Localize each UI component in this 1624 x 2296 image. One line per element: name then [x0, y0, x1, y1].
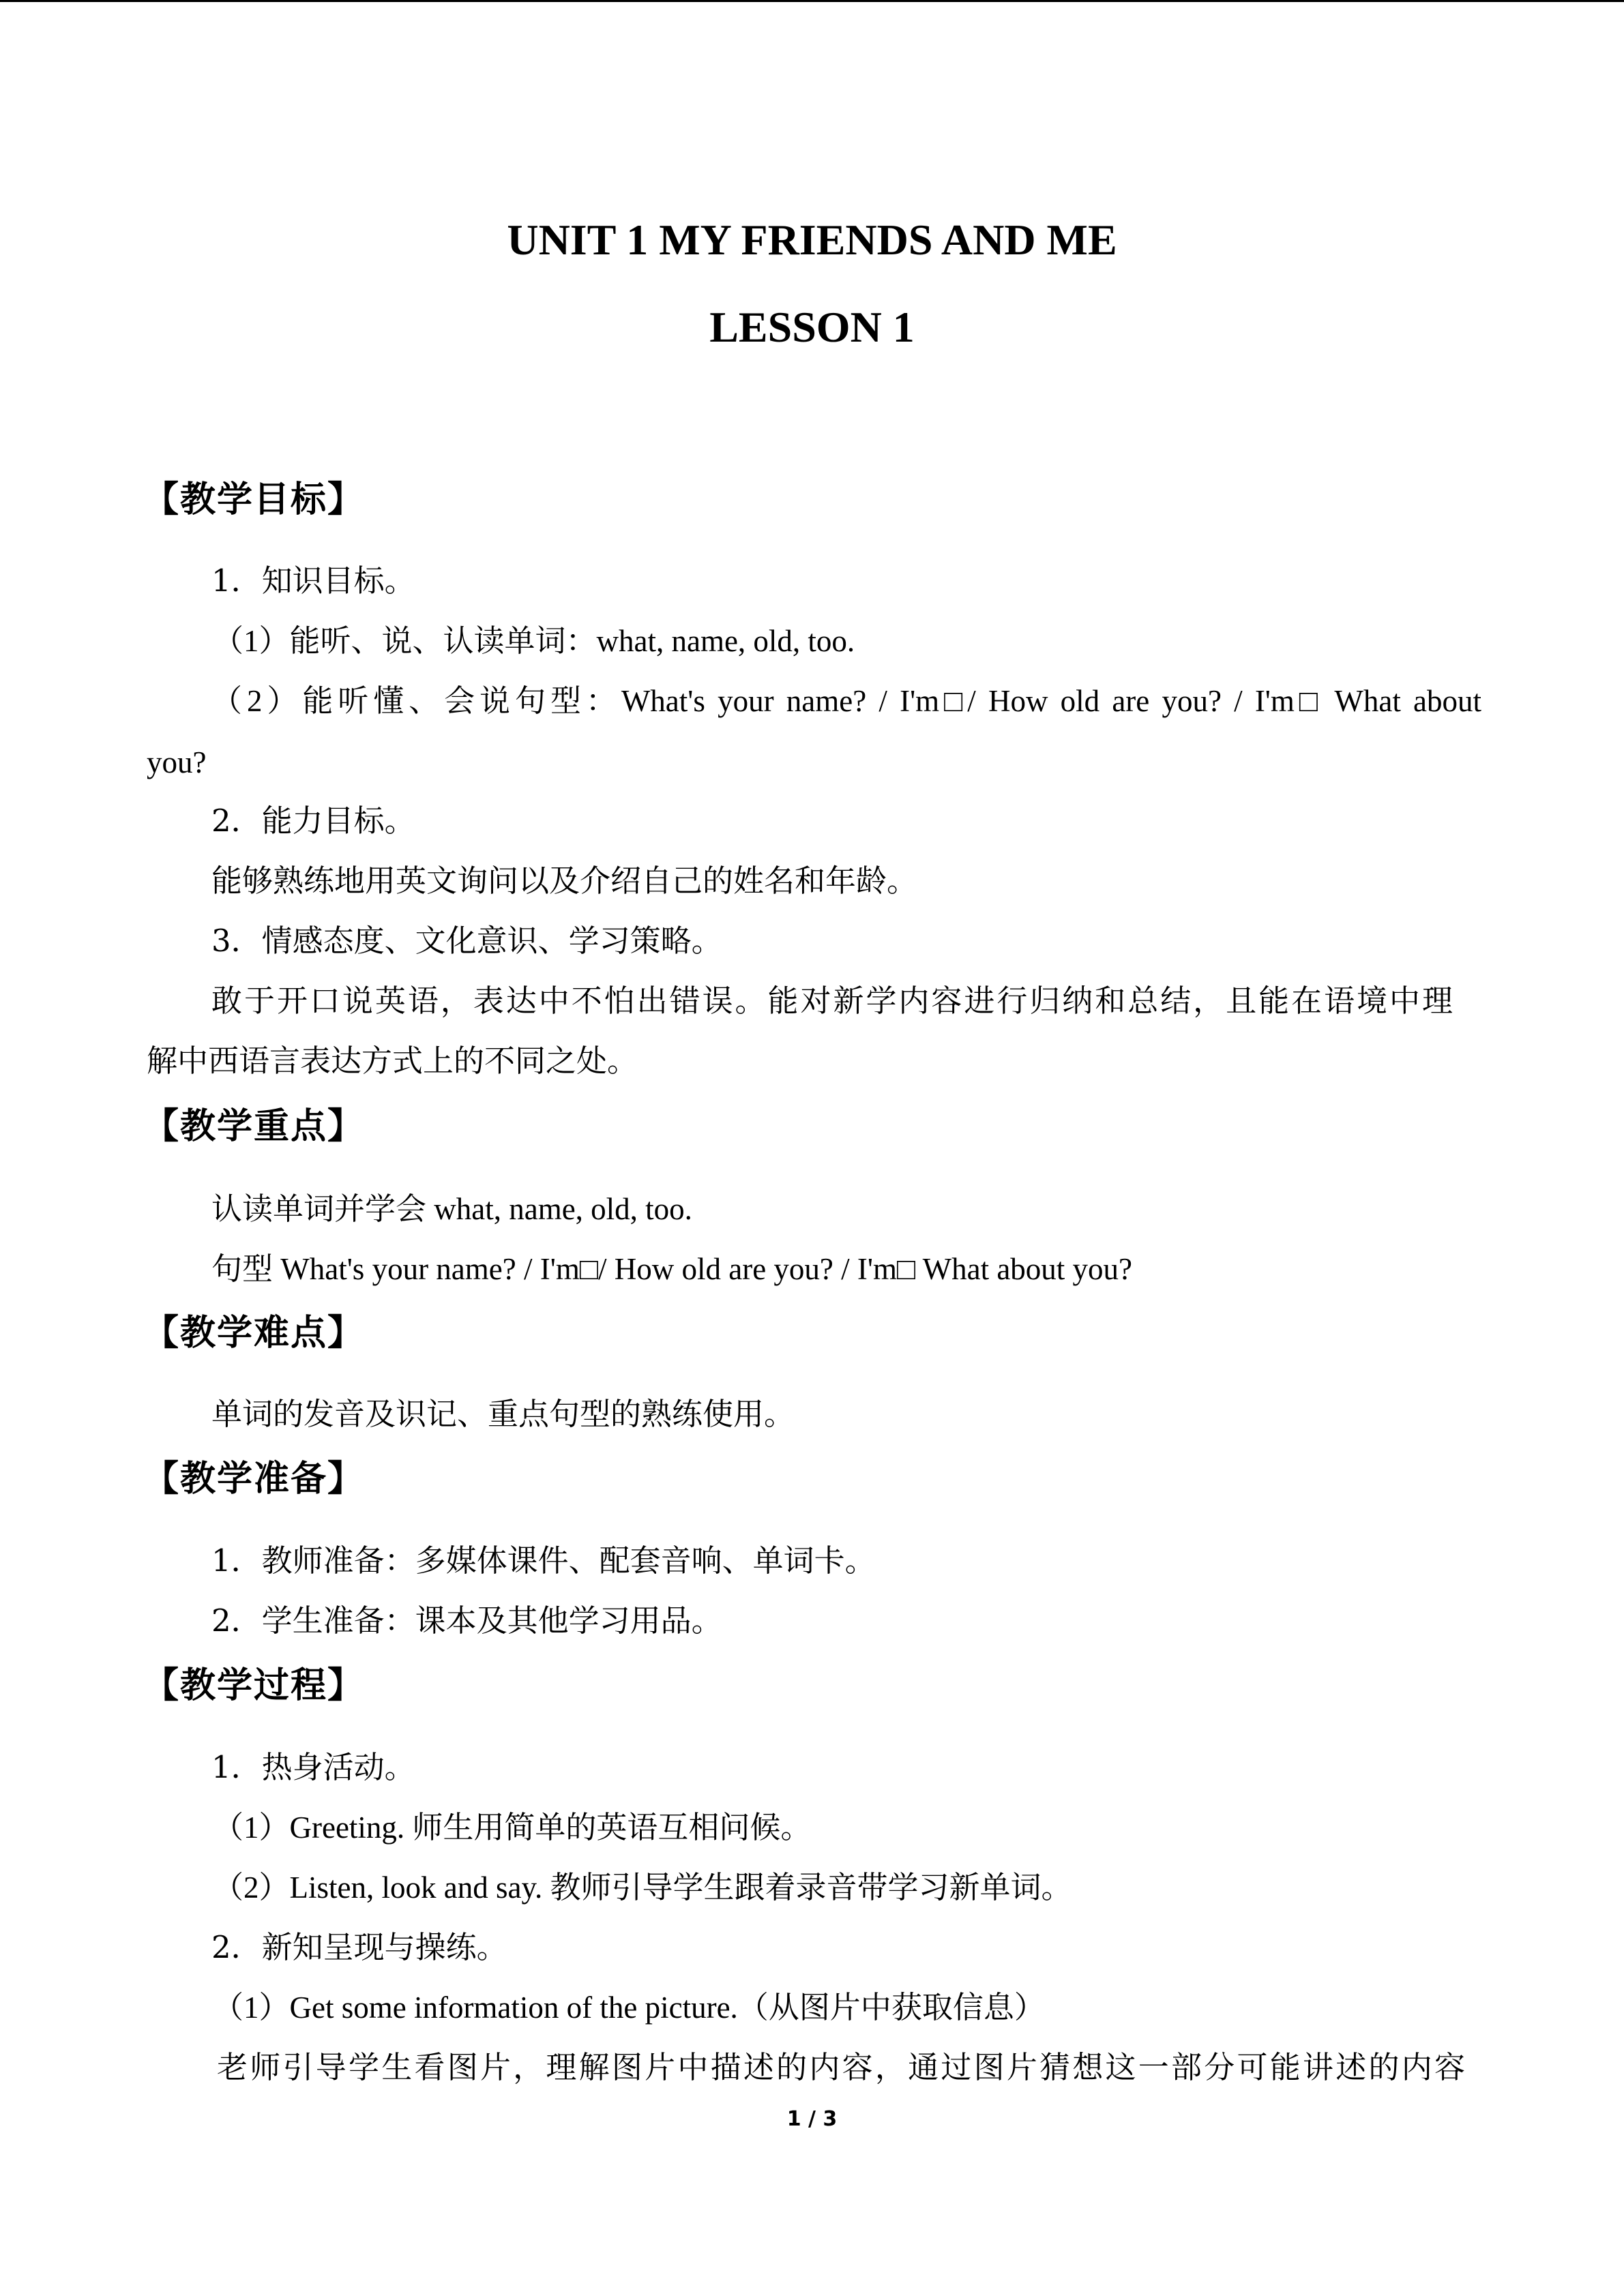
- objective-line: （1）能听、说、认读单词：what, name, old, too.: [213, 624, 855, 658]
- section-heading-preparation: 【教学准备】: [143, 1459, 365, 1500]
- key-point-line: 认读单词并学会 what, name, old, too.: [211, 1192, 692, 1226]
- preparation-line: 1．教师准备：多媒体课件、配套音响、单词卡。: [211, 1542, 876, 1579]
- objective-line: 解中西语言表达方式上的不同之处。: [147, 1043, 638, 1079]
- page-top-border: [0, 0, 1624, 2]
- section-heading-process: 【教学过程】: [143, 1665, 365, 1706]
- difficulty-line: 单词的发音及识记、重点句型的熟练使用。: [211, 1396, 795, 1432]
- objective-line: 敢于开口说英语，表达中不怕出错误。能对新学内容进行归纳和总结，且能在语境中理: [211, 983, 1453, 1019]
- process-line: （1）Greeting. 师生用简单的英语互相问候。: [213, 1810, 812, 1845]
- page-number: 1 / 3: [786, 2107, 838, 2131]
- objective-line: you?: [147, 745, 207, 779]
- objective-line: （2）能听懂、会说句型：What's your name? / I'm□/ How old are you? / I'm□ What about: [211, 684, 1481, 718]
- process-line: 1．热身活动。: [211, 1749, 415, 1785]
- section-heading-objectives: 【教学目标】: [143, 479, 365, 520]
- preparation-line: 2．学生准备：课本及其他学习用品。: [211, 1602, 722, 1639]
- document-subtitle: LESSON 1: [709, 303, 915, 351]
- document-title: UNIT 1 MY FRIENDS AND ME: [507, 215, 1117, 264]
- objective-line: 1．知识目标。: [211, 563, 415, 599]
- section-heading-difficulties: 【教学难点】: [143, 1313, 365, 1354]
- process-line: 2．新知呈现与操练。: [211, 1929, 507, 1965]
- process-line: （2）Listen, look and say. 教师引导学生跟着录音带学习新单词。: [213, 1870, 1072, 1905]
- process-line: 老师引导学生看图片，理解图片中描述的内容，通过图片猜想这一部分可能讲述的内容: [217, 2049, 1465, 2085]
- objective-line: 能够熟练地用英文询问以及介绍自己的姓名和年龄。: [211, 863, 918, 899]
- objective-line: 3．情感态度、文化意识、学习策略。: [211, 923, 722, 959]
- objective-line: 2．能力目标。: [211, 803, 415, 839]
- process-line: （1）Get some information of the picture.（从图片中获取信息）: [213, 1991, 1045, 2025]
- key-point-line: 句型 What's your name? / I'm□/ How old are you? / I'm□ What about you?: [211, 1252, 1133, 1286]
- section-heading-key-points: 【教学重点】: [143, 1106, 365, 1147]
